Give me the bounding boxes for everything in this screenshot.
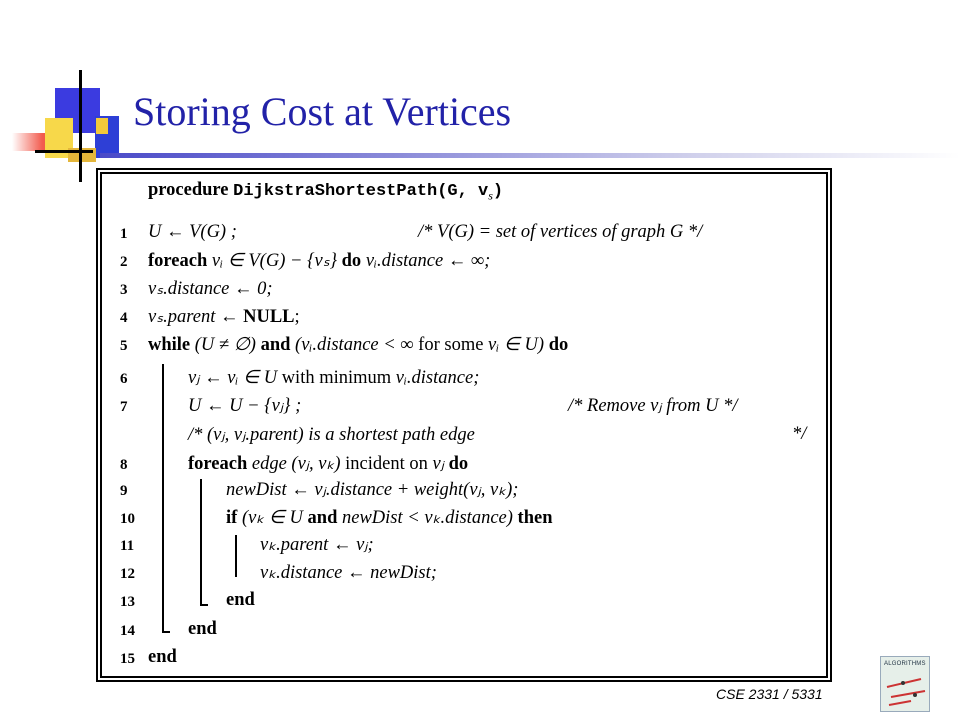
- line-number-7: 7: [120, 399, 128, 415]
- procedure-name: DijkstraShortestPath: [233, 182, 438, 201]
- procedure-keyword: procedure: [148, 180, 229, 200]
- line-13-code: end: [226, 590, 255, 610]
- line-1-code: U ← V(G) ;: [148, 222, 237, 242]
- procedure-args-sub: s: [488, 188, 493, 203]
- line-number-10: 10: [120, 511, 135, 527]
- line-number-15: 15: [120, 651, 135, 667]
- title-underline: [100, 153, 960, 158]
- line-number-6: 6: [120, 371, 128, 387]
- line-number-8: 8: [120, 457, 128, 473]
- line-12-code: vₖ.distance ← newDist;: [260, 563, 437, 583]
- line-number-11: 11: [120, 538, 135, 554]
- line-7-code: U ← U − {vⱼ} ;: [188, 396, 302, 416]
- decor-vertical-line: [79, 70, 82, 182]
- algorithms-book-logo: [880, 656, 930, 712]
- if-block-bar: [235, 535, 237, 577]
- footer-course-label: CSE 2331 / 5331: [716, 686, 823, 702]
- line-number-5: 5: [120, 338, 128, 354]
- logo-text: ALGORITHMS: [884, 661, 926, 667]
- line-6-code: vⱼ ← vᵢ ∈ U with minimum vᵢ.distance;: [188, 368, 480, 388]
- while-block-tick: [162, 631, 170, 633]
- line-15-code: end: [148, 647, 177, 667]
- line-8-code: foreach edge (vⱼ, vₖ) incident on vⱼ do: [188, 454, 469, 474]
- line-number-3: 3: [120, 282, 128, 298]
- line-number-13: 13: [120, 594, 135, 610]
- line-3-code: vₛ.distance ← 0;: [148, 279, 273, 299]
- line-7-comment: /* Remove vⱼ from U */: [568, 396, 738, 416]
- line-2-code: foreach vᵢ ∈ V(G) − {vₛ} do vᵢ.distance ← ∞;: [148, 251, 491, 271]
- line-number-14: 14: [120, 623, 135, 639]
- algorithm-box: [100, 172, 828, 678]
- line-number-1: 1: [120, 226, 128, 242]
- slide-title: Storing Cost at Vertices: [133, 89, 512, 134]
- foreach-block-bar: [200, 479, 202, 605]
- decor-horizontal-line: [35, 150, 93, 153]
- logo-graphic: [881, 657, 929, 711]
- procedure-close: ): [492, 182, 504, 201]
- decor-yellow-square-small: [96, 118, 108, 134]
- line-7b-comment-end: */: [792, 424, 807, 444]
- line-number-2: 2: [120, 254, 128, 270]
- line-number-12: 12: [120, 566, 135, 582]
- line-9-code: newDist ← vⱼ.distance + weight(vⱼ, vₖ);: [226, 480, 519, 500]
- line-number-9: 9: [120, 483, 128, 499]
- line-10-code: if (vₖ ∈ U and newDist < vₖ.distance) then: [226, 508, 553, 528]
- procedure-header: [148, 180, 503, 204]
- line-7b-comment: /* (vⱼ, vⱼ.parent) is a shortest path edge: [188, 425, 475, 445]
- line-14-code: end: [188, 619, 217, 639]
- while-block-bar: [162, 364, 164, 632]
- foreach-block-tick: [200, 604, 208, 606]
- line-number-4: 4: [120, 310, 128, 326]
- line-5-code: while (U ≠ ∅) and (vᵢ.distance < ∞ for some vᵢ ∈ U) do: [148, 335, 569, 355]
- procedure-args: (G, v: [437, 182, 489, 201]
- line-4-code: vₛ.parent ← NULL;: [148, 307, 300, 327]
- line-1-comment: /* V(G) = set of vertices of graph G */: [418, 222, 703, 242]
- line-11-code: vₖ.parent ← vⱼ;: [260, 535, 374, 555]
